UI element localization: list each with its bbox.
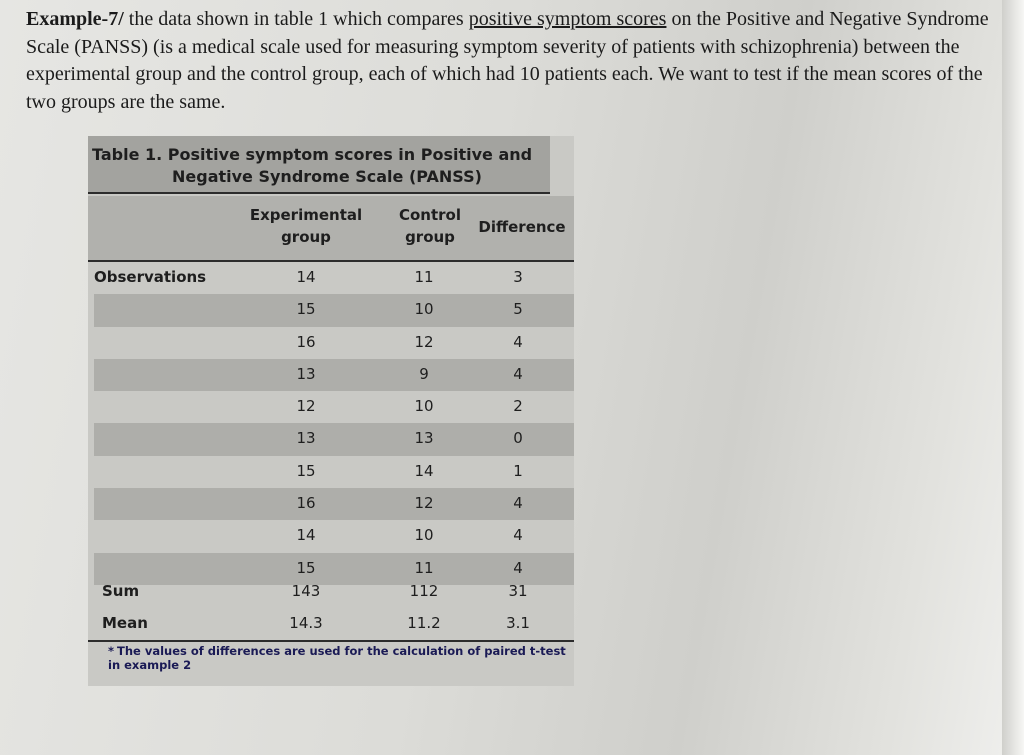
mean-experimental: 14.3 <box>289 614 323 632</box>
cell-difference: 4 <box>513 364 523 383</box>
table-row <box>94 359 574 391</box>
mean-row <box>88 608 574 642</box>
cell-experimental: 14 <box>296 268 316 286</box>
sum-difference: 31 <box>508 582 528 600</box>
cell-control: 12 <box>414 494 434 513</box>
cell-experimental: 12 <box>296 397 316 416</box>
cell-control: 13 <box>414 429 434 448</box>
table-row <box>94 488 574 520</box>
cell-difference: 1 <box>513 461 523 480</box>
cell-control: 9 <box>419 364 429 383</box>
mean-difference: 3.1 <box>506 614 530 632</box>
sum-experimental: 143 <box>291 582 321 600</box>
table-title-line2: Negative Syndrome Scale (PANSS) <box>172 167 482 186</box>
cell-difference: 4 <box>513 332 523 351</box>
cell-control: 14 <box>414 461 434 480</box>
cell-experimental: 15 <box>296 461 316 480</box>
table-row <box>88 391 574 423</box>
cell-experimental: 13 <box>296 429 316 448</box>
sum-control: 112 <box>409 582 439 600</box>
cell-control: 11 <box>414 268 434 286</box>
observations-label: Observations <box>94 268 207 286</box>
panss-table <box>88 136 574 686</box>
cell-difference: 4 <box>513 526 523 545</box>
cell-control: 10 <box>414 526 434 545</box>
paragraph-text-2: on the Positive and Negative Syndrome Scale (PANSS) (is a medical scale used for measuring symptom severity of patients with schizophrenia) between the experimental group and the control group, each of which had 10 patients each. We want to test if the mean scores of the two groups are the same. <box>26 8 989 113</box>
table-row <box>88 520 574 552</box>
footnote-text: The values of differences are used for the calculation of paired t-test in example 2 <box>108 644 566 672</box>
cell-experimental: 13 <box>296 364 316 383</box>
table-title <box>88 136 550 194</box>
mean-control: 11.2 <box>407 614 441 632</box>
cell-control: 10 <box>414 397 434 416</box>
paragraph-text-1: the data shown in table 1 which compares <box>123 8 469 30</box>
header-experimental: Experimental group <box>249 206 363 246</box>
cell-experimental: 15 <box>296 300 316 319</box>
cell-difference: 2 <box>513 397 523 416</box>
example-label: Example-7/ <box>26 8 124 30</box>
header-control: Control group <box>398 206 461 246</box>
observation-rows <box>88 262 574 585</box>
table-row <box>88 262 574 294</box>
cell-difference: 4 <box>513 558 523 577</box>
summary-rows <box>88 576 574 642</box>
cell-experimental: 14 <box>296 526 316 545</box>
cell-control: 10 <box>414 300 434 319</box>
table-header-row <box>88 196 574 262</box>
table-row <box>88 327 574 359</box>
cell-experimental: 16 <box>296 332 316 351</box>
cell-experimental: 15 <box>296 558 316 577</box>
table-row <box>88 456 574 488</box>
table-title-line1: Table 1. Positive symptom scores in Positive and <box>92 145 533 164</box>
cell-difference: 4 <box>513 494 523 513</box>
cell-difference: 3 <box>513 268 523 286</box>
sum-label: Sum <box>102 582 140 600</box>
cell-experimental: 16 <box>296 494 316 513</box>
table-footnote <box>108 644 570 672</box>
table-row <box>94 423 574 455</box>
cell-control: 12 <box>414 332 434 351</box>
cell-difference: 5 <box>513 300 523 319</box>
table-row <box>94 294 574 326</box>
cell-control: 11 <box>414 558 434 577</box>
footnote-mark: * <box>108 644 115 658</box>
cell-difference: 0 <box>513 429 523 448</box>
underlined-phrase: positive symptom scores <box>468 8 667 30</box>
header-difference: Difference <box>478 218 566 236</box>
sum-row <box>88 576 574 608</box>
mean-label: Mean <box>102 614 148 632</box>
example-paragraph <box>26 6 1011 116</box>
